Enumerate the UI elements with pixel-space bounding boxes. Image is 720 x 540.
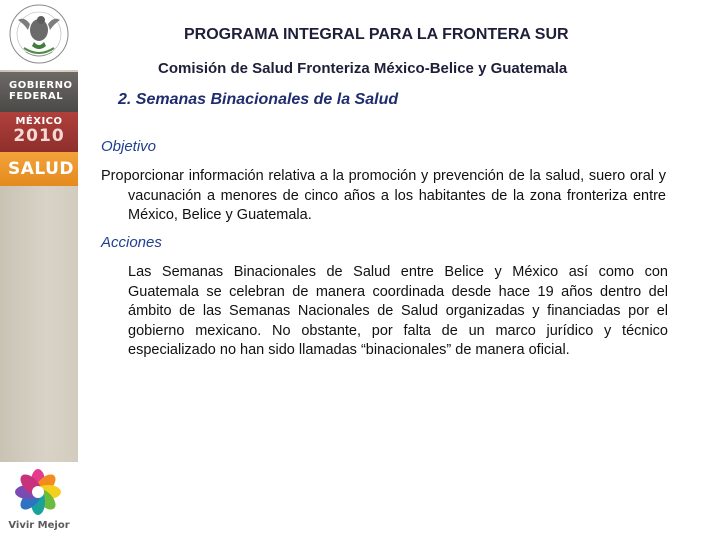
sidebar [0, 0, 78, 540]
gobierno-label: GOBIERNO [9, 80, 73, 91]
acciones-paragraph: Las Semanas Binacionales de Salud entre Belice y México así como con Guatemala se celebran de manera coordinada desde hace 19 años dentro del ámbito de las Semanas Nacionales de Salud organizadas y financiadas por el gobierno mexicano. No obstante, por falta de un marco jurídico y técnico especializado no han sido llamadas “binacionales” de manera oficial. [128, 264, 668, 358]
page-title: PROGRAMA INTEGRAL PARA LA FRONTERA SUR [184, 26, 569, 43]
page-subtitle: Comisión de Salud Fronteriza México-Belice y Guatemala [158, 60, 568, 77]
mexico-2010-badge [0, 112, 78, 152]
mexico-year: 2010 [13, 126, 65, 146]
vivir-mejor-label: Vivir Mejor [8, 520, 70, 531]
mexican-coat-of-arms-seal-icon [4, 2, 74, 66]
salud-badge: SALUD [0, 152, 78, 186]
section-heading: 2. Semanas Binacionales de la Salud [118, 91, 399, 108]
acciones-heading: Acciones [101, 234, 162, 251]
vivir-mejor-logo [0, 462, 78, 540]
vivir-mejor-flower-icon [14, 468, 62, 516]
objetivo-heading: Objetivo [101, 138, 157, 155]
gobierno-federal-badge [0, 72, 78, 112]
seal-area [0, 0, 78, 70]
mexico-label: MÉXICO [15, 116, 63, 127]
objetivo-paragraph: Proporcionar información relativa a la promoción y prevención de la salud, suero oral y vacunación a menores de cinco años a los habitantes de la zona fronteriza entre México, Belice y Guatemala. [101, 168, 666, 223]
federal-label: FEDERAL [9, 91, 64, 102]
